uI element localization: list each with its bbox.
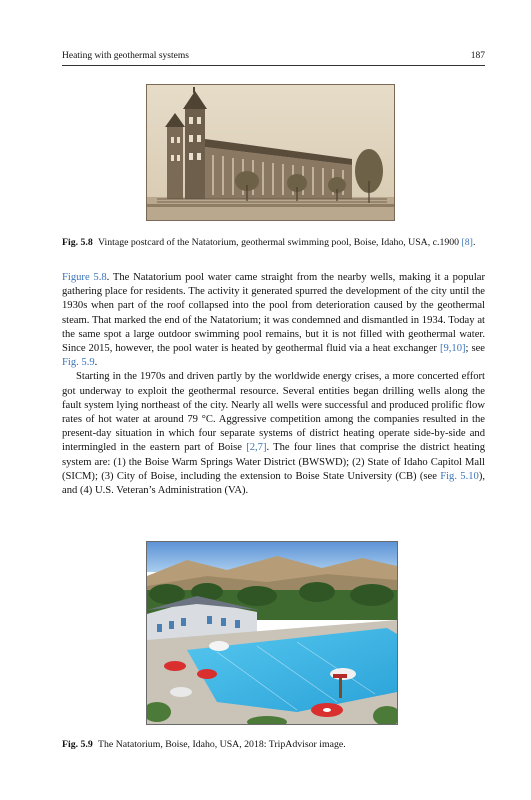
natatorium-postcard-image — [146, 84, 395, 221]
paragraph-1-text-c: . — [94, 357, 98, 369]
figure-5-9-caption-text: The Natatorium, Boise, Idaho, USA, 2018: TripAdvisor image. — [98, 739, 346, 750]
paragraph-2-text-c: ), and (4) U.S. Veteran’s Administration (VA). — [62, 470, 486, 497]
figure-5-8-link[interactable]: Figure 5.8 — [62, 272, 107, 283]
running-header — [62, 51, 485, 66]
figure-5-8-caption-text: Vintage postcard of the Natatorium, geothermal swimming pool, Boise, Idaho, USA, c.1900 — [98, 237, 460, 248]
figure-5-10-link[interactable]: Fig. 5.10 — [440, 470, 479, 482]
paragraph-2-text-b: . The four lines that comprise the district heating system are: (1) the Boise Warm Springs Water District (BWSWD); (2) State of Idaho Capitol Mall (SICM); (3) City of Boise, including the extension to Boise State University (CB) (see — [62, 442, 485, 482]
figure-5-8-citation[interactable]: [8] — [461, 237, 473, 248]
figure-5-9-label: Fig. 5.9 — [62, 739, 93, 750]
paragraph-2-text-a: Starting in the 1970s and driven partly by the worldwide energy crises, a more concerted effort got underway to exploit the geothermal resource. Several entities began drilling wells along the fault system lying northeast of the city. Nearly all wells were successful and produced prolific flow rates of hot water at around 79 °C. Aggressive competition among the companies resulted in the present-day situation in which four separate systems of district heating operate side-by-side and intermingled in the eastern part of Boise — [62, 371, 485, 454]
citation-9-10[interactable]: [9,10] — [439, 343, 466, 355]
postcard-illustration — [147, 85, 394, 220]
natatorium-pool-photo — [146, 541, 398, 725]
body-text — [62, 271, 485, 498]
paragraph-1-text-a: . The Natatorium pool water came straight from the nearby wells, making it a popular gathering place for residents. The activity it generated spurred the development of the city until the 1930s when part of the roof collapsed into the pool from deterioration caused by the geothermal steam. That marked the end of the Natatorium; it was condemned and dismantled in 1934. Today at the same spot a large outdoor swimming pool remains, but it is not filled with geothermal water. Since 2015, however, the pool water is heated by geothermal fluid via a heat exchanger — [62, 272, 485, 355]
figure-5-8-caption-end: . — [472, 237, 476, 248]
running-title: Heating with geothermal systems — [62, 51, 189, 61]
paragraph-1 — [62, 271, 485, 370]
paragraph-1-text-b: ; see — [465, 343, 486, 355]
figure-5-8-caption — [62, 236, 485, 249]
pool-illustration — [147, 542, 397, 724]
paragraph-2 — [62, 370, 485, 498]
figure-5-8-label: Fig. 5.8 — [62, 237, 93, 248]
figure-5-9-caption — [62, 738, 485, 751]
citation-2-7[interactable]: [2,7] — [246, 442, 267, 454]
figure-5-9-link[interactable]: Fig. 5.9 — [62, 357, 95, 369]
page-number: 187 — [470, 51, 485, 61]
